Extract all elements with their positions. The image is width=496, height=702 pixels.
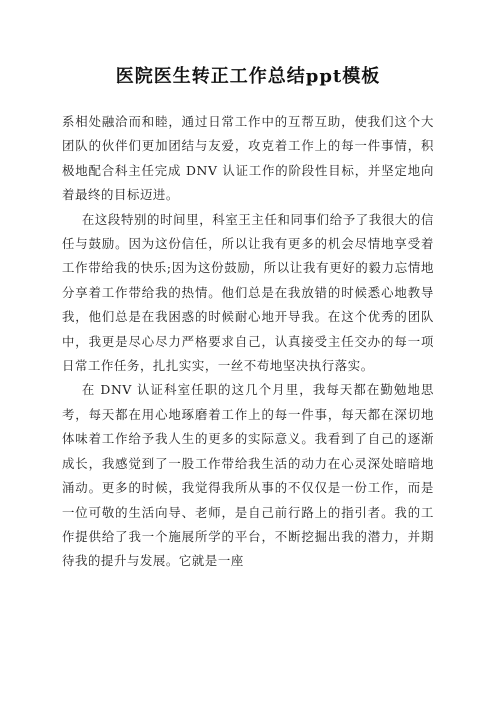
paragraph-2: 在这段特别的时间里，科室王主任和同事们给予了我很大的信任与鼓励。因为这份信任，所以让我有更多的机会尽情地享受着工作带给我的快乐;因为这份鼓励，所以让我有更好的毅力忘情地分享着工作带给我的热情。他们总是在我放错的时候悉心地教导我，他们总是在我困惑的时候耐心地开导我。在这个优秀的团队中，我更是尽心尽力严格要求自己，认真接受主任交办的每一项日常工作任务，扎扎实实，一丝不苟地坚决执行落实。 <box>62 211 434 374</box>
document-title: 医院医生转正工作总结ppt模板 <box>115 66 381 87</box>
paragraph-3: 在 DNV 认证科室任职的这几个月里，我每天都在勤勉地思考，每天都在用心地琢磨着工作上的每一件事，每天都在深切地体味着工作给予我人生的更多的实际意义。我看到了自己的逐渐成长，我感觉到了一股工作带给我生活的动力在心灵深处暗暗地涌动。更多的时候，我觉得我所从事的不仅仅是一份工作，而是一位可敬的生活向导、老师，是自己前行路上的指引者。我的工作提供给了我一个施展所学的平台，不断挖掘出我的潜力，并期待我的提升与发展。它就是一座 <box>62 382 434 569</box>
document-body <box>62 110 434 574</box>
paragraph-1: 系相处融洽而和睦，通过日常工作中的互帮互助，使我们这个大团队的伙伴们更加团结与友爱，攻克着工作上的每一件事情，积极地配合科主任完成 DNV 认证工作的阶段性目标，并坚定地向着最终的目标迈进。 <box>62 114 434 203</box>
